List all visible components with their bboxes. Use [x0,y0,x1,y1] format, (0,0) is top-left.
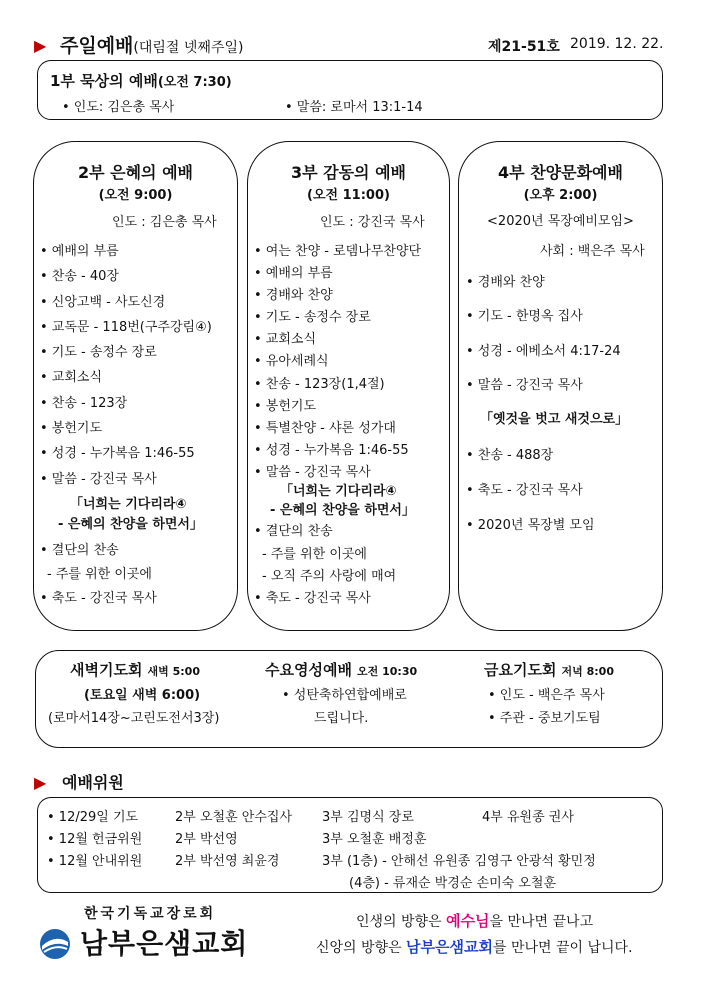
service2-item: • 교회소식 [40,370,103,386]
service2-item: • 찬송 - 123장 [40,395,128,411]
fri-text-2: • 주관 - 중보기도팀 [488,711,601,726]
fri-heading [484,659,614,680]
committee-cell: • 12월 헌금위원 [47,832,143,847]
motto-text: 신앙의 방향은 [316,940,407,956]
wed-heading [265,659,417,680]
committee-arrow-icon: ▶ [34,773,47,792]
service3-title: 3부 감동의 예배 [290,163,406,182]
committee-cell: 2부 오철훈 안수집사 [175,810,292,825]
service3-item: • 경배와 찬양 [254,288,333,304]
service4-title: 4부 찬양문화예배 [498,163,623,182]
committee-cell: • 12/29일 기도 [47,810,139,825]
committee-cell: 2부 박선영 [175,832,238,847]
service3-item: • 교회소식 [254,332,317,348]
committee-cell: 3부 오철훈 배정훈 [322,832,427,847]
issue-date: 2019. 12. 22. [570,36,664,52]
committee-row [47,850,659,872]
service4-item: • 말씀 - 강진국 목사 [466,378,583,393]
service2-item: - 주를 위한 이곳에 [47,567,152,582]
church-logo-icon [38,927,72,961]
motto-highlight-jesus: 예수님 [446,912,490,930]
service1-time: (오전 7:30) [157,75,232,90]
committee-row [47,806,659,828]
service4-host: 사회 : 백은주 목사 [540,244,645,259]
dawn-title: 새벽기도회 [70,661,143,679]
service2-item: • 결단의 찬송 [40,543,119,558]
header-title-group [60,31,243,58]
dawn-time: 새벽 5:00 [147,665,200,678]
wed-text-2: 드립니다. [314,711,369,726]
service3-item: - 주를 위한 이곳에 [262,547,367,562]
issue-number: 제21-51호 [488,39,560,55]
service3-item: • 특별찬양 - 샤론 성가대 [254,420,396,436]
service3-item: • 말씀 - 강진국 목사 [254,464,371,480]
committee-cell: • 12월 안내위원 [47,854,143,869]
church-name: 남부은샘교회 [80,927,249,960]
service3-sermon-title-2: - 은혜의 찬양을 하면서」 [270,503,415,518]
service3-item: • 봉헌기도 [254,398,317,414]
service4-sermon-title: 「옛것을 벗고 새것으로」 [480,412,629,427]
service4-item: • 축도 - 강진국 목사 [466,483,583,498]
page-subtitle: (대림절 넷째주일) [133,40,244,56]
committee-table [47,806,659,894]
service3-time: (오전 11:00) [307,188,390,203]
fri-title: 금요기도회 [484,661,557,679]
motto-line-2 [316,936,633,957]
motto-text: 를 만나면 끝이 납니다. [493,940,633,956]
dawn-text: (로마서14장~고린도전서3장) [48,711,220,726]
service2-item: • 예배의 부름 [40,244,119,259]
service3-item: • 결단의 찬송 [254,524,333,539]
service2-item: • 신앙고백 - 사도신경 [40,294,166,310]
service2-item: • 교독문 - 118번(구주강림④) [40,319,212,335]
service2-leader: 인도 : 김은총 목사 [112,215,217,230]
service4-subtitle: <2020년 목장예비모임> [487,214,634,229]
dawn-heading [70,659,200,680]
dawn-saturday: (토요일 새벽 6:00) [84,688,201,703]
service2-title: 2부 은혜의 예배 [77,163,193,182]
service2-item: • 축도 - 강진국 목사 [40,591,157,606]
wed-text-1: • 성탄축하연합예배로 [282,688,407,703]
service4-time: (오후 2:00) [523,188,598,203]
service1-sermon: • 말씀: 로마서 13:1-14 [285,100,423,115]
service2-time: (오전 9:00) [98,188,173,203]
service4-item: • 2020년 목장별 모임 [466,518,595,533]
service4-item: • 기도 - 한명옥 집사 [466,309,583,324]
service3-item: • 성경 - 누가복음 1:46-55 [254,442,409,458]
motto-line-1 [356,910,593,931]
committee-cell: 4부 유원종 권사 [482,810,574,825]
service3-leader: 인도 : 강진국 목사 [320,215,425,230]
service3-item: • 축도 - 강진국 목사 [254,591,371,606]
denomination-name: 한국기독교장로회 [84,906,217,922]
fri-time: 저녁 8:00 [561,665,614,678]
service2-order [40,240,235,493]
service1-title: 1부 묵상의 예배 [50,72,158,90]
service2-item: • 성경 - 누가복음 1:46-55 [40,446,195,462]
service3-order [254,240,449,483]
service1-leader: • 인도: 김은총 목사 [62,100,175,115]
service2-sermon-title-1: 「너희는 기다리라④ [70,497,187,512]
fri-text-1: • 인도 - 백은주 목사 [488,688,605,703]
motto-highlight-church: 남부은샘교회 [406,938,493,956]
service4-item: • 경배와 찬양 [466,275,545,290]
service3-item: • 여는 찬양 - 로뎀나무찬양단 [254,244,422,259]
service3-item: • 찬송 - 123장(1,4절) [254,376,385,392]
service3-sermon-title-1: 「너희는 기다리라④ [280,484,397,499]
committee-row [47,828,659,850]
service4-item: • 성경 - 에베소서 4:17-24 [466,344,621,359]
header-arrow-icon: ▶ [34,36,47,55]
service3-item: • 기도 - 송정수 장로 [254,310,371,326]
committee-cell: (4층) - 류재순 박경순 손미숙 오철훈 [349,876,557,891]
committee-cell: 3부 (1층) - 안해선 유원종 김영구 안광석 황민정 [322,854,596,869]
service2-item: • 봉헌기도 [40,421,103,437]
service2-sermon-title-2: - 은혜의 찬양을 하면서」 [58,517,203,532]
service3-item: - 오직 주의 사랑에 매여 [262,569,397,584]
service3-item: • 유아세례식 [254,354,329,370]
service2-item: • 찬송 - 40장 [40,269,119,285]
motto-text: 을 만나면 끝나고 [489,914,594,930]
motto-text: 인생의 방향은 [356,914,447,930]
committee-cell: 2부 박선영 최윤경 [175,854,280,869]
service3-item: • 예배의 부름 [254,266,333,282]
committee-title: 예배위원 [62,773,124,792]
service1-heading [50,70,232,91]
wed-time: 오전 10:30 [357,665,418,678]
service2-item: • 말씀 - 강진국 목사 [40,471,157,487]
service2-item: • 기도 - 송정수 장로 [40,345,157,361]
service4-item: • 찬송 - 488장 [466,448,554,463]
committee-row [47,872,659,894]
wed-title: 수요영성예배 [265,661,352,679]
committee-cell: 3부 김명식 장로 [322,810,414,825]
page-title: 주일예배 [60,35,134,57]
